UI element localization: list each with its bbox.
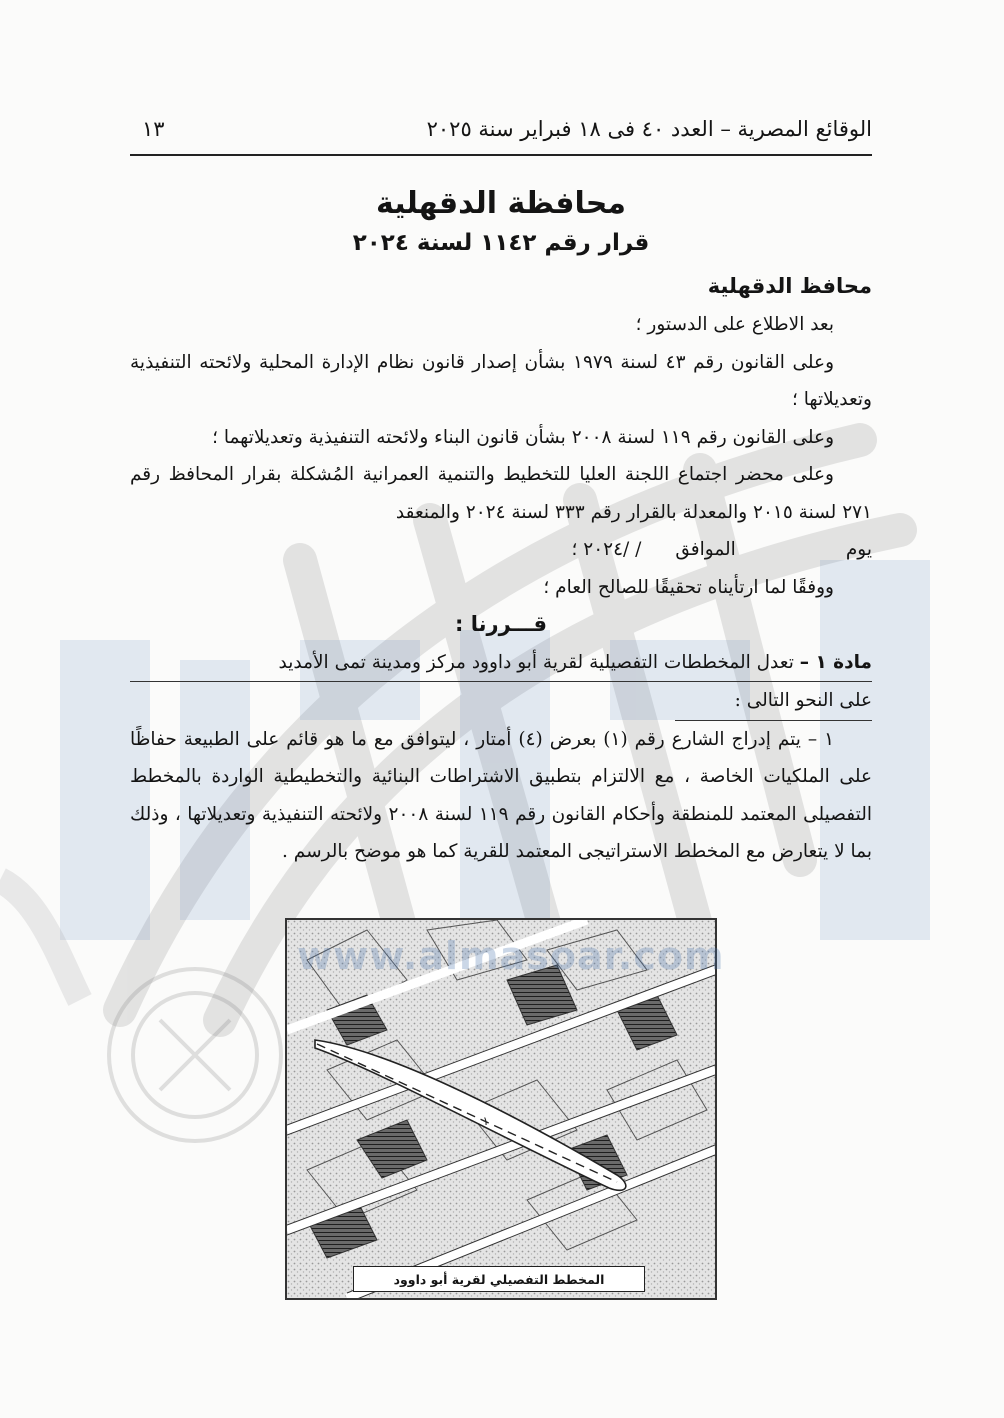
gazette-page: [130, 0, 872, 1418]
corresponding-label: الموافق: [675, 539, 736, 560]
article-1-continuation: على النحو التالى :: [130, 682, 872, 721]
preamble-local-admin-law: وعلى القانون رقم ٤٣ لسنة ١٩٧٩ بشأن إصدار قانون نظام الإدارة المحلية ولائحته التنفيذية وتعديلاتها ؛: [130, 351, 872, 410]
governorate-title: محافظة الدقهلية: [376, 186, 626, 221]
preamble-committee-minutes: وعلى محضر اجتماع اللجنة العليا للتخطيط والتنمية العمرانية المُشكلة بقرار المحافظ رقم ٢٧١ لسنة ٢٠١٥ والمعدلة بالقرار رقم ٣٣٣ لسنة ٢٠٢٤ والمنعقد: [130, 464, 872, 523]
decree-body: [130, 306, 872, 871]
day-label: يوم: [845, 539, 872, 560]
page-header: [130, 112, 872, 146]
meeting-date-line: [130, 531, 872, 569]
street-number-label: ١: [482, 1114, 489, 1128]
article-1-text: تعدل المخططات التفصيلية لقرية أبو داوود مركز ومدينة تمى الأمديد: [278, 651, 794, 673]
map-caption: المخطط التفصيلي لقرية أبو داوود: [353, 1266, 645, 1292]
decided-heading: قـــررنا :: [455, 612, 547, 636]
article-1-label: مادة ١ –: [799, 651, 872, 673]
decree-title: قرار رقم ١١٤٢ لسنة ٢٠٢٤: [352, 230, 650, 256]
preamble-constitution: بعد الاطلاع على الدستور ؛: [635, 314, 834, 335]
article-1: [130, 644, 872, 683]
map-watermark: www.almasoar.com: [297, 934, 725, 978]
meeting-date: / /٢٠٢٤ ؛: [571, 539, 642, 560]
public-interest-clause: ووفقًا لما ارتأيناه تحقيقًا للصالح العام ؛: [543, 576, 834, 598]
page-number: ١٣: [142, 117, 165, 141]
header-divider: [130, 154, 872, 156]
publication-info: الوقائع المصرية – العدد ٤٠ فى ١٨ فبراير سنة ٢٠٢٥: [426, 117, 872, 141]
issuer-heading: محافظ الدقهلية: [707, 274, 872, 298]
clause-1: ١ – يتم إدراج الشارع رقم (١) بعرض (٤) أمتار ، ليتوافق مع ما هو قائم على الطبيعة حفاظًا على الملكيات الخاصة ، مع الالتزام بتطبيق الاشتراطات البنائية والتخطيطية الواردة بالمخطط التفصيلى المعتمد للمنطقة وأحكام القانون رقم ١١٩ لسنة ٢٠٠٨ ولائحته التنفيذية وتعديلاتها ، وذلك بما لا يتعارض مع المخطط الاستراتيجى المعتمد للقرية كما هو موضح بالرسم .: [130, 728, 872, 862]
detailed-plan-map: [285, 918, 725, 1300]
preamble-building-law: وعلى القانون رقم ١١٩ لسنة ٢٠٠٨ بشأن قانون البناء ولائحته التنفيذية وتعديلاتهما ؛: [212, 426, 834, 448]
